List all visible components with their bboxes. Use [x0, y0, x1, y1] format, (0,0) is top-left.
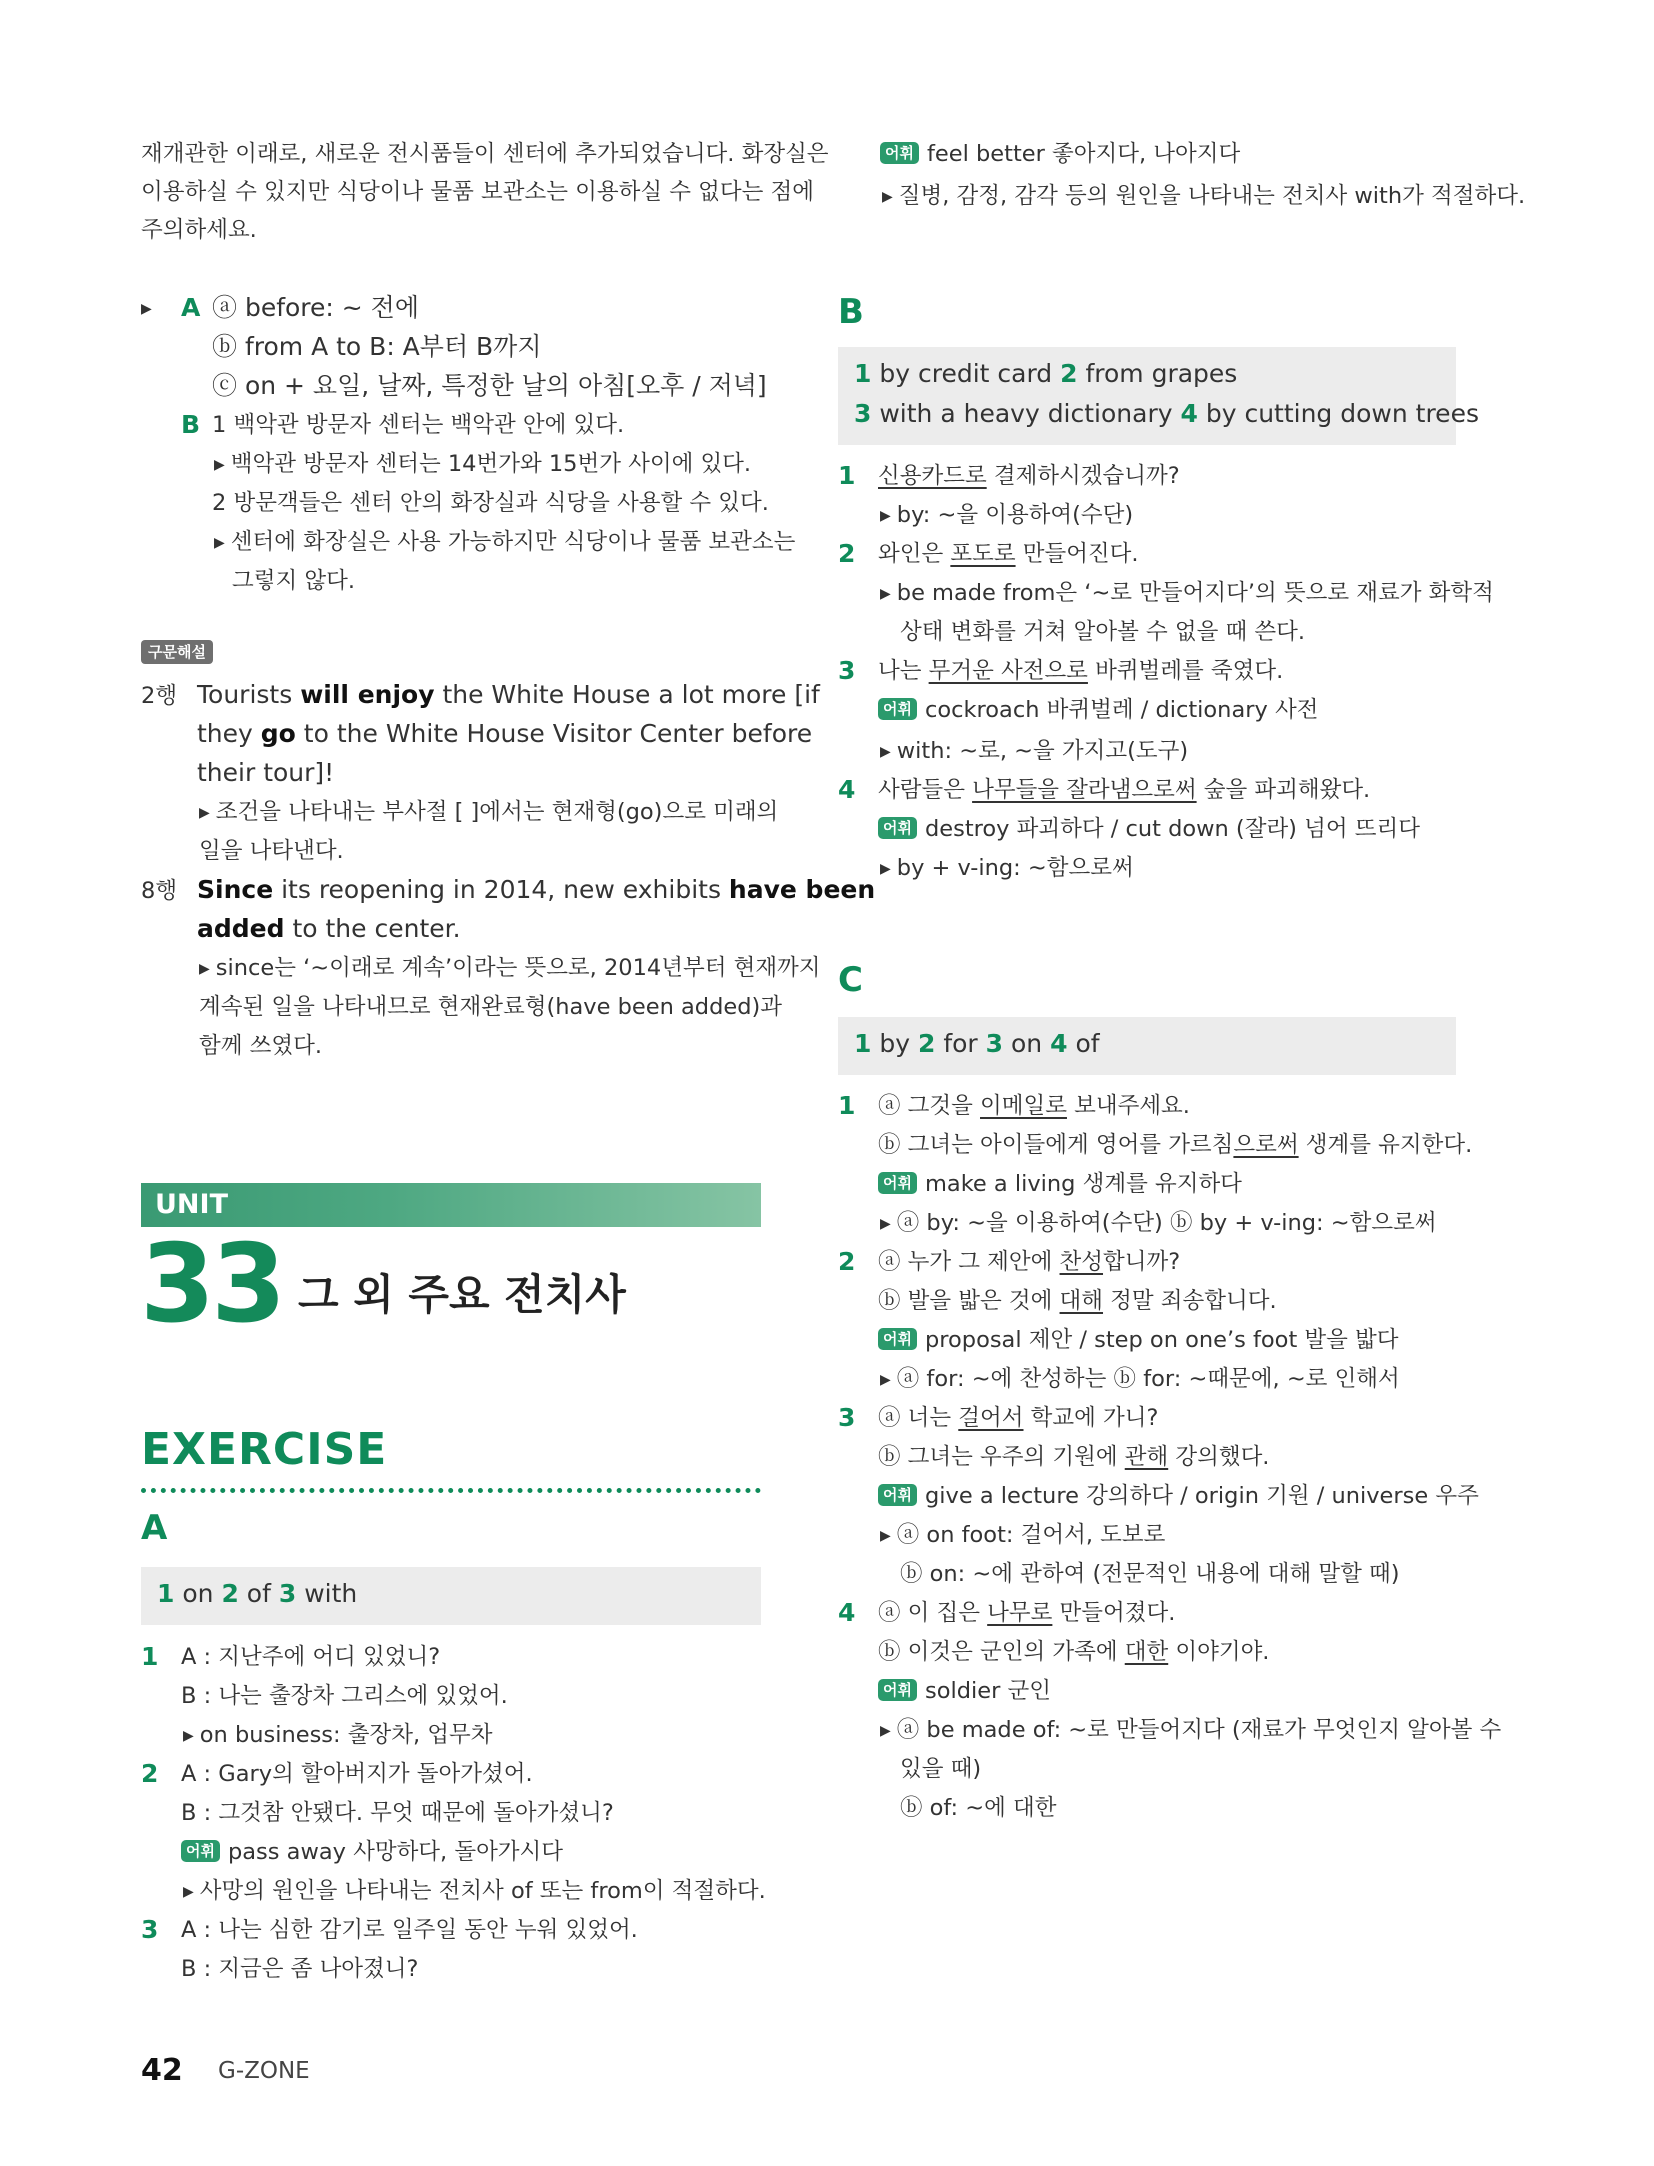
exB-item-1-num: 1	[838, 461, 856, 490]
exA-item-1-num: 1	[141, 1642, 159, 1671]
section-c-label: C	[838, 960, 863, 1000]
exC-item-3-vocab: 어휘 give a lecture 강의하다 / origin 기원 / universe 우주	[878, 1480, 1479, 1512]
exB-item-4-num: 4	[838, 775, 856, 804]
exA-item-1-b: B : 나는 출장차 그리스에 있었어.	[181, 1683, 508, 1709]
unit-bar	[141, 1183, 761, 1227]
exA-item-2-num: 2	[141, 1759, 159, 1788]
grammar-row-1-note-2: 일을 나타낸다.	[199, 838, 344, 864]
section-b-answers: 1 by credit card 2 from grapes 3 with a heavy dictionary 4 by cutting down trees	[838, 347, 1456, 445]
answer-a-label: A	[181, 293, 201, 322]
answer-b-note-2: ▶ 센터에 화장실은 사용 가능하지만 식당이나 물품 보관소는	[214, 526, 795, 561]
exC-item-3-b: ⓑ 그녀는 우주의 기원에 관해 강의했다.	[878, 1444, 1270, 1470]
exB-item-4-vocab: 어휘 destroy 파괴하다 / cut down (잘라) 넘어 뜨리다	[878, 813, 1420, 845]
grammar-row-1-line-1: Tourists will enjoy the White House a lot more [if	[197, 680, 820, 709]
exC-item-3-note-1: ▶ ⓐ on foot: 걸어서, 도보로	[880, 1519, 1165, 1554]
answer-b-note-1: ▶ 백악관 방문자 센터는 14번가와 15번가 사이에 있다.	[214, 448, 751, 483]
exB-item-2-text: 와인은 포도로 만들어진다.	[878, 541, 1139, 567]
exC-item-1-vocab: 어휘 make a living 생계를 유지하다	[878, 1168, 1242, 1200]
exC-item-3-a: ⓐ 너는 걸어서 학교에 가니?	[878, 1405, 1159, 1431]
exA-item-2-vocab: 어휘 pass away 사망하다, 돌아가시다	[181, 1836, 563, 1868]
exC-item-2-vocab: 어휘 proposal 제안 / step on one’s foot 발을 밟다	[878, 1324, 1399, 1356]
exA-item-2-note: ▶ 사망의 원인을 나타내는 전치사 of 또는 from이 적절하다.	[183, 1875, 766, 1910]
answer-b-line-1: 1 백악관 방문자 센터는 백악관 안에 있다.	[212, 412, 625, 438]
exA-item-3-num: 3	[141, 1915, 159, 1944]
grammar-row-1-line-2: they go to the White House Visitor Center before	[197, 719, 813, 748]
right-top-vocab: 어휘 feel better 좋아지다, 나아지다	[880, 138, 1240, 170]
exC-item-1-a: ⓐ 그것을 이메일로 보내주세요.	[878, 1093, 1190, 1119]
exC-item-1-note: ▶ ⓐ by: ~을 이용하여(수단) ⓑ by + v-ing: ~함으로써	[880, 1207, 1437, 1242]
brand-name: G-ZONE	[218, 2058, 310, 2084]
unit-label: UNIT	[155, 1189, 228, 1220]
unit-title: 그 외 주요 전치사	[298, 1270, 626, 1319]
grammar-tag: 구문해설	[141, 637, 213, 664]
exC-item-2-b: ⓑ 발을 밟은 것에 대해 정말 죄송합니다.	[878, 1288, 1277, 1314]
exC-item-2-a: ⓐ 누가 그 제안에 찬성합니까?	[878, 1249, 1181, 1275]
exA-item-2-b: B : 그것참 안됐다. 무엇 때문에 돌아가셨니?	[181, 1800, 614, 1826]
exC-item-4-a: ⓐ 이 집은 나무로 만들어졌다.	[878, 1600, 1176, 1626]
answer-b-line-2: 2 방문객들은 센터 안의 화장실과 식당을 사용할 수 있다.	[212, 490, 769, 516]
exC-item-4-note-3: ⓑ of: ~에 대한	[900, 1795, 1057, 1821]
exC-item-1-b: ⓑ 그녀는 아이들에게 영어를 가르침으로써 생계를 유지한다.	[878, 1132, 1473, 1158]
exB-item-2-note-2: 상태 변화를 거쳐 알아볼 수 없을 때 쓴다.	[900, 619, 1305, 645]
exC-item-4-vocab: 어휘 soldier 군인	[878, 1675, 1051, 1707]
exB-item-4-note: ▶ by + v-ing: ~함으로써	[880, 852, 1134, 887]
exC-item-4-b: ⓑ 이것은 군인의 가족에 대한 이야기야.	[878, 1639, 1270, 1665]
grammar-row-2-line-1: Since its reopening in 2014, new exhibits have been	[197, 875, 876, 904]
exA-item-1-a: A : 지난주에 어디 있었니?	[181, 1644, 441, 1670]
exC-item-4-note-2: 있을 때)	[900, 1756, 982, 1782]
answer-a-line-1: ⓐ before: ~ 전에	[212, 293, 419, 322]
grammar-row-2-line-2: added to the center.	[197, 914, 461, 943]
intro-line-2: 이용하실 수 있지만 식당이나 물품 보관소는 이용하실 수 없다는 점에	[141, 179, 814, 205]
exB-item-2-note-1: ▶ be made from은 ‘~로 만들어지다’의 뜻으로 재료가 화학적	[880, 577, 1494, 612]
exB-item-3-num: 3	[838, 656, 856, 685]
unit-number: 33	[140, 1222, 283, 1347]
dotted-divider	[141, 1488, 761, 1493]
exB-item-1-text: 신용카드로 결제하시겠습니까?	[878, 463, 1180, 489]
grammar-row-1-note-1: ▶ 조건을 나타내는 부사절 [ ]에서는 현재형(go)으로 미래의	[199, 796, 778, 831]
exA-item-1-note: ▶ on business: 출장차, 업무차	[183, 1719, 492, 1754]
answer-a-line-3: ⓒ on + 요일, 날짜, 특정한 날의 아침[오후 / 저녁]	[212, 371, 767, 400]
section-c-answers: 1 by 2 for 3 on 4 of	[838, 1017, 1456, 1075]
exB-item-1-note: ▶ by: ~을 이용하여(수단)	[880, 499, 1133, 534]
section-a-answers: 1 on 2 of 3 with	[141, 1567, 761, 1625]
grammar-row-1-line-3: their tour]!	[197, 758, 335, 787]
grammar-row-2-note-2: 계속된 일을 나타내므로 현재완료형(have been added)과	[199, 994, 782, 1020]
exercise-heading: EXERCISE	[141, 1424, 388, 1475]
page-number: 42	[141, 2053, 183, 2088]
intro-line-1: 재개관한 이래로, 새로운 전시품들이 센터에 추가되었습니다. 화장실은	[141, 141, 829, 167]
exC-item-4-num: 4	[838, 1598, 856, 1627]
exB-item-4-text: 사람들은 나무들을 잘라냄으로써 숲을 파괴해왔다.	[878, 777, 1371, 803]
exC-item-3-note-2: ⓑ on: ~에 관하여 (전문적인 내용에 대해 말할 때)	[900, 1561, 1400, 1587]
grammar-row-2-note-1: ▶ since는 ‘~이래로 계속’이라는 뜻으로, 2014년부터 현재까지	[199, 952, 821, 987]
answer-b-note-2-cont: 그렇지 않다.	[232, 568, 355, 594]
exB-item-3-text: 나는 무거운 사전으로 바퀴벌레를 죽였다.	[878, 658, 1284, 684]
exB-item-3-vocab: 어휘 cockroach 바퀴벌레 / dictionary 사전	[878, 694, 1318, 726]
section-a-label: A	[141, 1508, 168, 1548]
grammar-row-2-note-3: 함께 쓰였다.	[199, 1033, 322, 1059]
exC-item-1-num: 1	[838, 1091, 856, 1120]
exA-item-3-b: B : 지금은 좀 나아졌니?	[181, 1956, 419, 1982]
right-top-note: ▶ 질병, 감정, 감각 등의 원인을 나타내는 전치사 with가 적절하다.	[882, 180, 1525, 215]
grammar-row-2-label: 8행	[141, 878, 178, 904]
section-b-label: B	[838, 292, 864, 332]
intro-line-3: 주의하세요.	[141, 217, 257, 243]
exA-item-3-a: A : 나는 심한 감기로 일주일 동안 누워 있었어.	[181, 1917, 638, 1943]
answer-b-label: B	[181, 410, 201, 439]
exB-item-3-note: ▶ with: ~로, ~을 가지고(도구)	[880, 735, 1188, 770]
grammar-row-1-label: 2행	[141, 683, 178, 709]
answer-a-line-2: ⓑ from A to B: A부터 B까지	[212, 332, 542, 361]
exB-item-2-num: 2	[838, 539, 856, 568]
triangle-icon	[141, 292, 158, 327]
exA-item-2-a: A : Gary의 할아버지가 돌아가셨어.	[181, 1761, 533, 1787]
exC-item-3-num: 3	[838, 1403, 856, 1432]
exC-item-2-note: ▶ ⓐ for: ~에 찬성하는 ⓑ for: ~때문에, ~로 인해서	[880, 1363, 1400, 1398]
exC-item-2-num: 2	[838, 1247, 856, 1276]
exC-item-4-note-1: ▶ ⓐ be made of: ~로 만들어지다 (재료가 무엇인지 알아볼 수	[880, 1714, 1501, 1749]
